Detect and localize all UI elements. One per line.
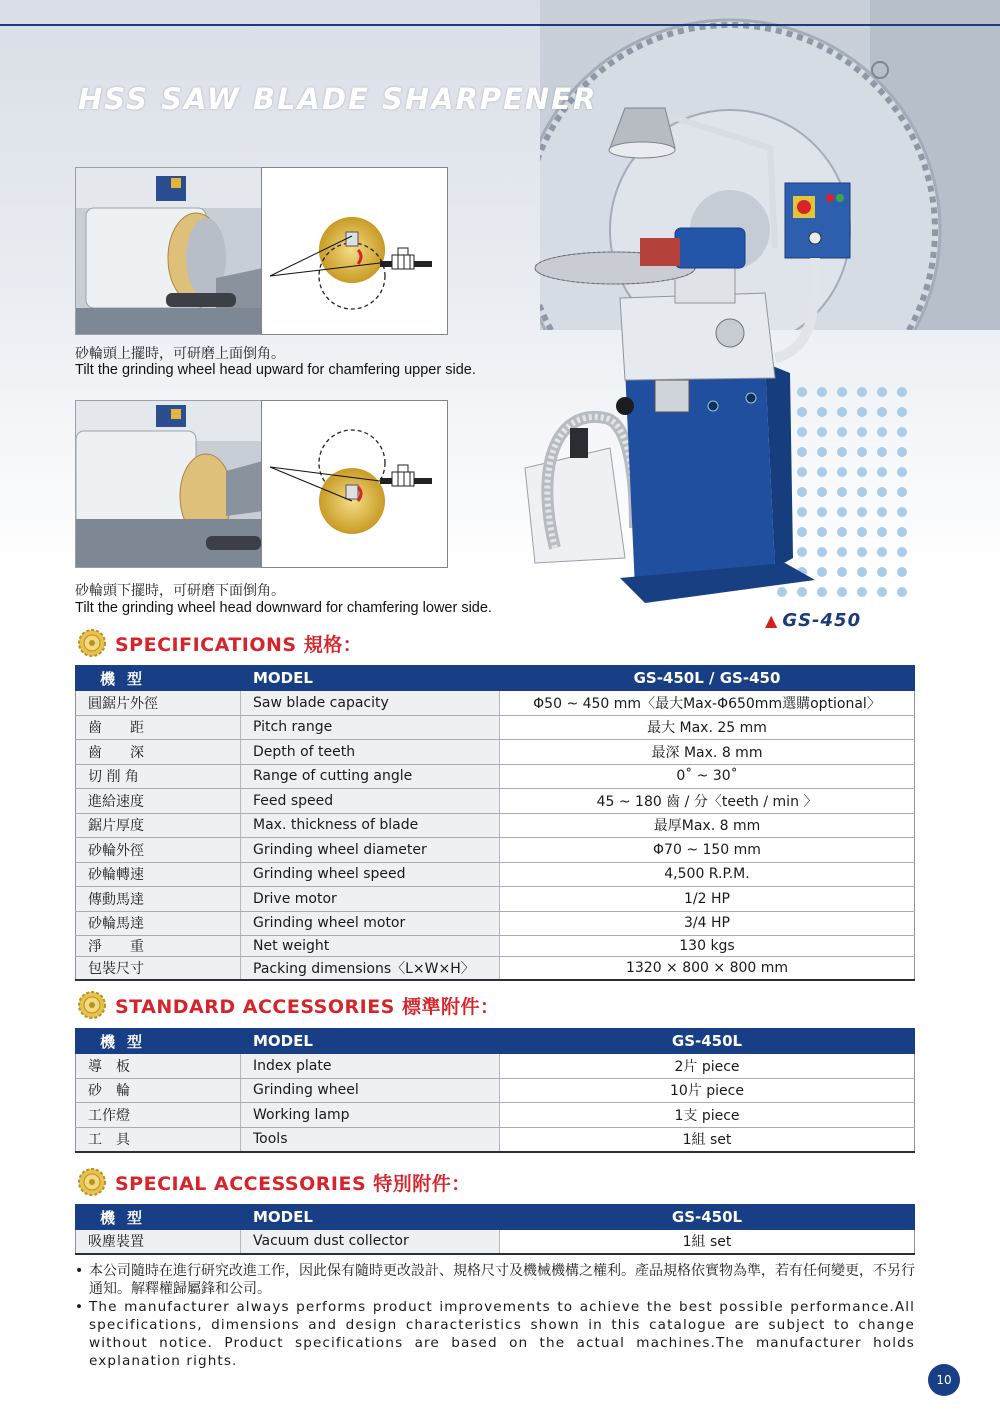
table-row — [76, 1127, 915, 1152]
row-value: 4,500 R.P.M. — [500, 862, 915, 887]
table-row — [76, 862, 915, 887]
row-value: 3/4 HP — [500, 911, 915, 936]
disclaimer-text-cn: 本公司隨時在進行研究改進工作，因此保有隨時更改設計、規格尺寸及機械機構之權利。產品規格依實物為準，若有任何變更，不另行通知。解釋權歸屬鋒和公司。 — [89, 1263, 915, 1297]
row-label-en: Grinding wheel speed — [241, 862, 500, 887]
row-label-cn: 工作燈 — [76, 1103, 241, 1128]
row-label-cn: 砂輪外徑 — [76, 838, 241, 863]
table-header-row — [76, 666, 915, 691]
row-value: 最深 Max. 8 mm — [500, 740, 915, 765]
table-row — [76, 764, 915, 789]
row-label-en: Tools — [241, 1127, 500, 1152]
table-row — [76, 911, 915, 936]
table-row — [76, 813, 915, 838]
header-cn: 機型 — [76, 1205, 241, 1230]
table-row — [76, 691, 915, 716]
row-value: 130 kgs — [500, 936, 915, 957]
standard-accessories-table — [75, 1028, 915, 1153]
row-label-en: Grinding wheel diameter — [241, 838, 500, 863]
gear-icon — [77, 990, 107, 1020]
header-model: MODEL — [241, 1205, 500, 1230]
machine-closeup-photo-upper — [75, 167, 262, 335]
row-label-en: Saw blade capacity — [241, 691, 500, 716]
row-label-en: Grinding wheel — [241, 1078, 500, 1103]
bullet-icon: • — [75, 1299, 85, 1315]
header-model: MODEL — [241, 1029, 500, 1054]
photo-caption-en-lower: Tilt the grinding wheel head downward for chamfering lower side. — [75, 600, 492, 616]
chamfer-lower-diagram-graphic — [262, 401, 448, 568]
special-accessories-heading — [77, 1167, 471, 1197]
table-row — [76, 740, 915, 765]
row-value: 1/2 HP — [500, 887, 915, 912]
row-label-cn: 砂輪轉速 — [76, 862, 241, 887]
photo-caption-cn-upper: 砂輪頭上擺時，可研磨上面倒角。 — [75, 346, 285, 362]
photo-caption-cn-lower: 砂輪頭下擺時，可研磨下面倒角。 — [75, 583, 285, 599]
special-accessories-table — [75, 1204, 915, 1255]
table-row — [76, 838, 915, 863]
row-value: 最大 Max. 25 mm — [500, 715, 915, 740]
row-value: 0˚ ~ 30˚ — [500, 764, 915, 789]
disclaimer-notes — [75, 1262, 915, 1370]
row-value: Φ50 ~ 450 mm〈最大Max-Φ650mm選購optional〉 — [500, 691, 915, 716]
row-value: Φ70 ~ 150 mm — [500, 838, 915, 863]
table-row — [76, 715, 915, 740]
row-label-cn: 砂輪馬達 — [76, 911, 241, 936]
row-label-en: Vacuum dust collector — [241, 1230, 500, 1254]
row-label-en: Range of cutting angle — [241, 764, 500, 789]
gear-icon — [77, 1167, 107, 1197]
table-header-row — [76, 1205, 915, 1230]
row-label-cn: 切 削 角 — [76, 764, 241, 789]
red-triangle-icon: ▲ — [765, 611, 779, 630]
row-value: 45 ~ 180 齒 / 分〈teeth / min 〉 — [500, 789, 915, 814]
row-value: 1組 set — [500, 1230, 915, 1254]
header-cn: 機型 — [76, 1029, 241, 1054]
row-label-en: Pitch range — [241, 715, 500, 740]
row-value: 1組 set — [500, 1127, 915, 1152]
row-value: 1支 piece — [500, 1103, 915, 1128]
chamfer-diagram-lower — [261, 400, 448, 568]
table-row — [76, 1103, 915, 1128]
machine-closeup-photo-lower — [75, 400, 262, 568]
row-label-cn: 齒 距 — [76, 715, 241, 740]
table-row — [76, 1230, 915, 1254]
row-label-cn: 吸塵裝置 — [76, 1230, 241, 1254]
page-number-badge: 10 — [928, 1364, 960, 1396]
standard-accessories-title: STANDARD ACCESSORIES 標準附件： — [115, 995, 500, 1018]
table-row — [76, 1054, 915, 1079]
row-label-cn: 傳動馬達 — [76, 887, 241, 912]
special-accessories-title: SPECIAL ACCESSORIES 特別附件： — [115, 1172, 471, 1195]
row-label-cn: 齒 深 — [76, 740, 241, 765]
disclaimer-note-cn — [75, 1262, 915, 1298]
disclaimer-text-en: The manufacturer always performs product improvements to achieve the best possible performance.All specifications, dimensions and design characteristics shown in this catalogue are subject to change without notice. Product specifications are based on the actual machines.The manufacturer holds explanation rights. — [89, 1299, 915, 1369]
row-label-cn: 圓鋸片外徑 — [76, 691, 241, 716]
row-label-en: Feed speed — [241, 789, 500, 814]
specifications-title: SPECIFICATIONS 規格： — [115, 633, 363, 656]
row-label-en: Max. thickness of blade — [241, 813, 500, 838]
row-label-cn: 砂 輪 — [76, 1078, 241, 1103]
page-title: HSS SAW BLADE SHARPENER — [78, 82, 598, 116]
bullet-icon: • — [75, 1263, 84, 1279]
specifications-heading — [77, 628, 362, 658]
disclaimer-note-en — [75, 1298, 915, 1370]
table-row — [76, 887, 915, 912]
row-label-en: Depth of teeth — [241, 740, 500, 765]
chamfer-upper-diagram-graphic — [262, 168, 448, 335]
gear-icon — [77, 628, 107, 658]
chamfer-diagram-upper — [261, 167, 448, 335]
row-label-en: Working lamp — [241, 1103, 500, 1128]
specifications-table — [75, 665, 915, 981]
header-value: GS-450L / GS-450 — [500, 666, 915, 691]
row-label-cn: 導 板 — [76, 1054, 241, 1079]
row-label-cn: 淨 重 — [76, 936, 241, 957]
table-header-row — [76, 1029, 915, 1054]
row-label-cn: 包裝尺寸 — [76, 957, 241, 980]
header-value: GS-450L — [500, 1029, 915, 1054]
row-label-en: Grinding wheel motor — [241, 911, 500, 936]
header-value: GS-450L — [500, 1205, 915, 1230]
closeup-illustration — [76, 168, 262, 335]
standard-accessories-heading — [77, 990, 499, 1020]
header-rule — [0, 24, 1000, 26]
row-label-cn: 鋸片厚度 — [76, 813, 241, 838]
row-value: 最厚Max. 8 mm — [500, 813, 915, 838]
row-label-en: Drive motor — [241, 887, 500, 912]
gs-450-machine-illustration — [515, 88, 915, 628]
table-row — [76, 1078, 915, 1103]
machine-model-tag — [765, 610, 861, 631]
row-label-en: Packing dimensions〈L×W×H〉 — [241, 957, 500, 980]
row-value: 2片 piece — [500, 1054, 915, 1079]
row-label-en: Index plate — [241, 1054, 500, 1079]
row-value: 10片 piece — [500, 1078, 915, 1103]
header-cn: 機型 — [76, 666, 241, 691]
photo-caption-en-upper: Tilt the grinding wheel head upward for chamfering upper side. — [75, 362, 476, 378]
table-row — [76, 789, 915, 814]
header-model: MODEL — [241, 666, 500, 691]
table-row — [76, 936, 915, 957]
row-label-cn: 進給速度 — [76, 789, 241, 814]
closeup-illustration-lower — [76, 401, 262, 568]
machine-model-label: GS-450 — [782, 610, 862, 631]
row-label-en: Net weight — [241, 936, 500, 957]
row-value: 1320 × 800 × 800 mm — [500, 957, 915, 980]
row-label-cn: 工 具 — [76, 1127, 241, 1152]
table-row — [76, 957, 915, 980]
